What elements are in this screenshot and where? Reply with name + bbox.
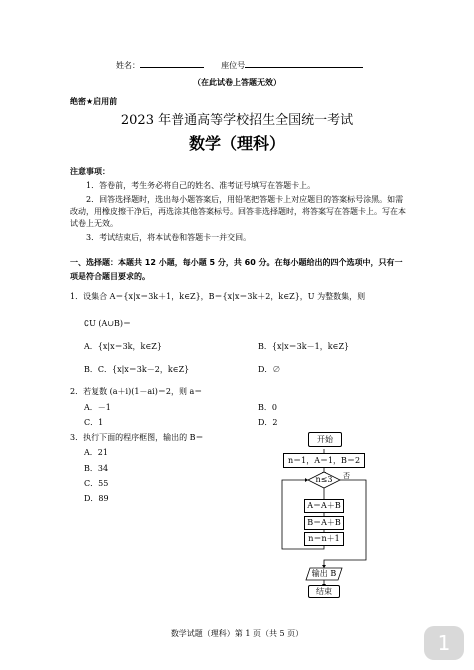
flowchart-step-b: B＝A＋B bbox=[304, 516, 344, 530]
exam-title: 2023 年普通高等学校招生全国统一考试 bbox=[120, 113, 354, 128]
flowchart-no-label: 否 bbox=[343, 472, 350, 480]
q2-option-a: A．－1 bbox=[84, 403, 111, 412]
flowchart-start: 开始 bbox=[308, 432, 342, 447]
q2-stem: 2．若复数 (a＋i)(1－ai)＝2，则 a＝ bbox=[70, 387, 203, 396]
instructions-heading: 注意事项： bbox=[70, 167, 110, 176]
q1-option-a: A．{x|x＝3k，k∈Z} bbox=[84, 342, 162, 351]
header-name-row bbox=[116, 58, 363, 71]
flowchart-output: 输出 B bbox=[311, 569, 337, 578]
q2-option-c: C．1 bbox=[84, 418, 104, 427]
instruction-2: 2．回答选择题时，选出每小题答案后，用铅笔把答题卡上对应题目的答案标号涂黑。如需改动，用橡皮擦干净后，再选涂其他答案标号。回答非选择题时，将答案写在答题卡上。写在本试卷上无效。 bbox=[70, 195, 406, 228]
flowchart-init: n＝1，A＝1，B＝2 bbox=[283, 453, 365, 468]
q1-expression: ∁U (A∪B)＝ bbox=[84, 319, 131, 328]
q1-option-c: B．C．{x|x＝3k－2，k∈Z} bbox=[84, 365, 190, 374]
name-blank bbox=[140, 58, 204, 68]
q3-option-c: C．55 bbox=[84, 479, 109, 488]
q3-option-b: B．34 bbox=[84, 464, 109, 473]
page-number-badge: 1 bbox=[424, 626, 464, 660]
q2-option-d: D．2 bbox=[258, 418, 278, 427]
name-label: 姓名： bbox=[116, 61, 140, 70]
flowchart-end: 结束 bbox=[308, 585, 340, 598]
q3-stem: 3．执行下面的程序框图，输出的 B＝ bbox=[70, 433, 204, 442]
q3-option-d: D．89 bbox=[84, 494, 109, 503]
instruction-3: 3．考试结束后，将本试卷和答题卡一并交回。 bbox=[86, 233, 252, 242]
secret-mark: 绝密★启用前 bbox=[70, 97, 118, 106]
q2-option-b: B．0 bbox=[258, 403, 277, 412]
q1-option-b: B．{x|x＝3k－1，k∈Z} bbox=[258, 342, 350, 351]
q1-option-d: D．∅ bbox=[258, 365, 281, 374]
section-heading: 一、选择题：本题共 12 小题，每小题 5 分，共 60 分。在每小题给出的四个选项中，只有一项是符合题目要求的。 bbox=[70, 258, 403, 281]
flowchart-step-a: A＝A＋B bbox=[304, 499, 344, 513]
seat-blank bbox=[245, 58, 363, 68]
instruction-1: 1．答卷前，考生务必将自己的姓名、准考证号填写在答题卡上。 bbox=[86, 181, 316, 190]
page-footer: 数学试题（理科）第 1 页（共 5 页） bbox=[170, 629, 304, 638]
flowchart-step-n: n＝n＋1 bbox=[304, 532, 344, 546]
exam-subtitle: 数学（理科） bbox=[188, 134, 285, 153]
flowchart-condition: n≤3 bbox=[315, 475, 333, 484]
q3-option-a: A．21 bbox=[84, 448, 108, 457]
seat-label: 座位号 bbox=[221, 61, 246, 70]
q1-stem: 1．设集合 A＝{x|x＝3k＋1，k∈Z}，B＝{x|x＝3k＋2，k∈Z}，U 为整数集，则 bbox=[70, 292, 366, 301]
notice: （在此试卷上答题无效） bbox=[193, 78, 281, 87]
